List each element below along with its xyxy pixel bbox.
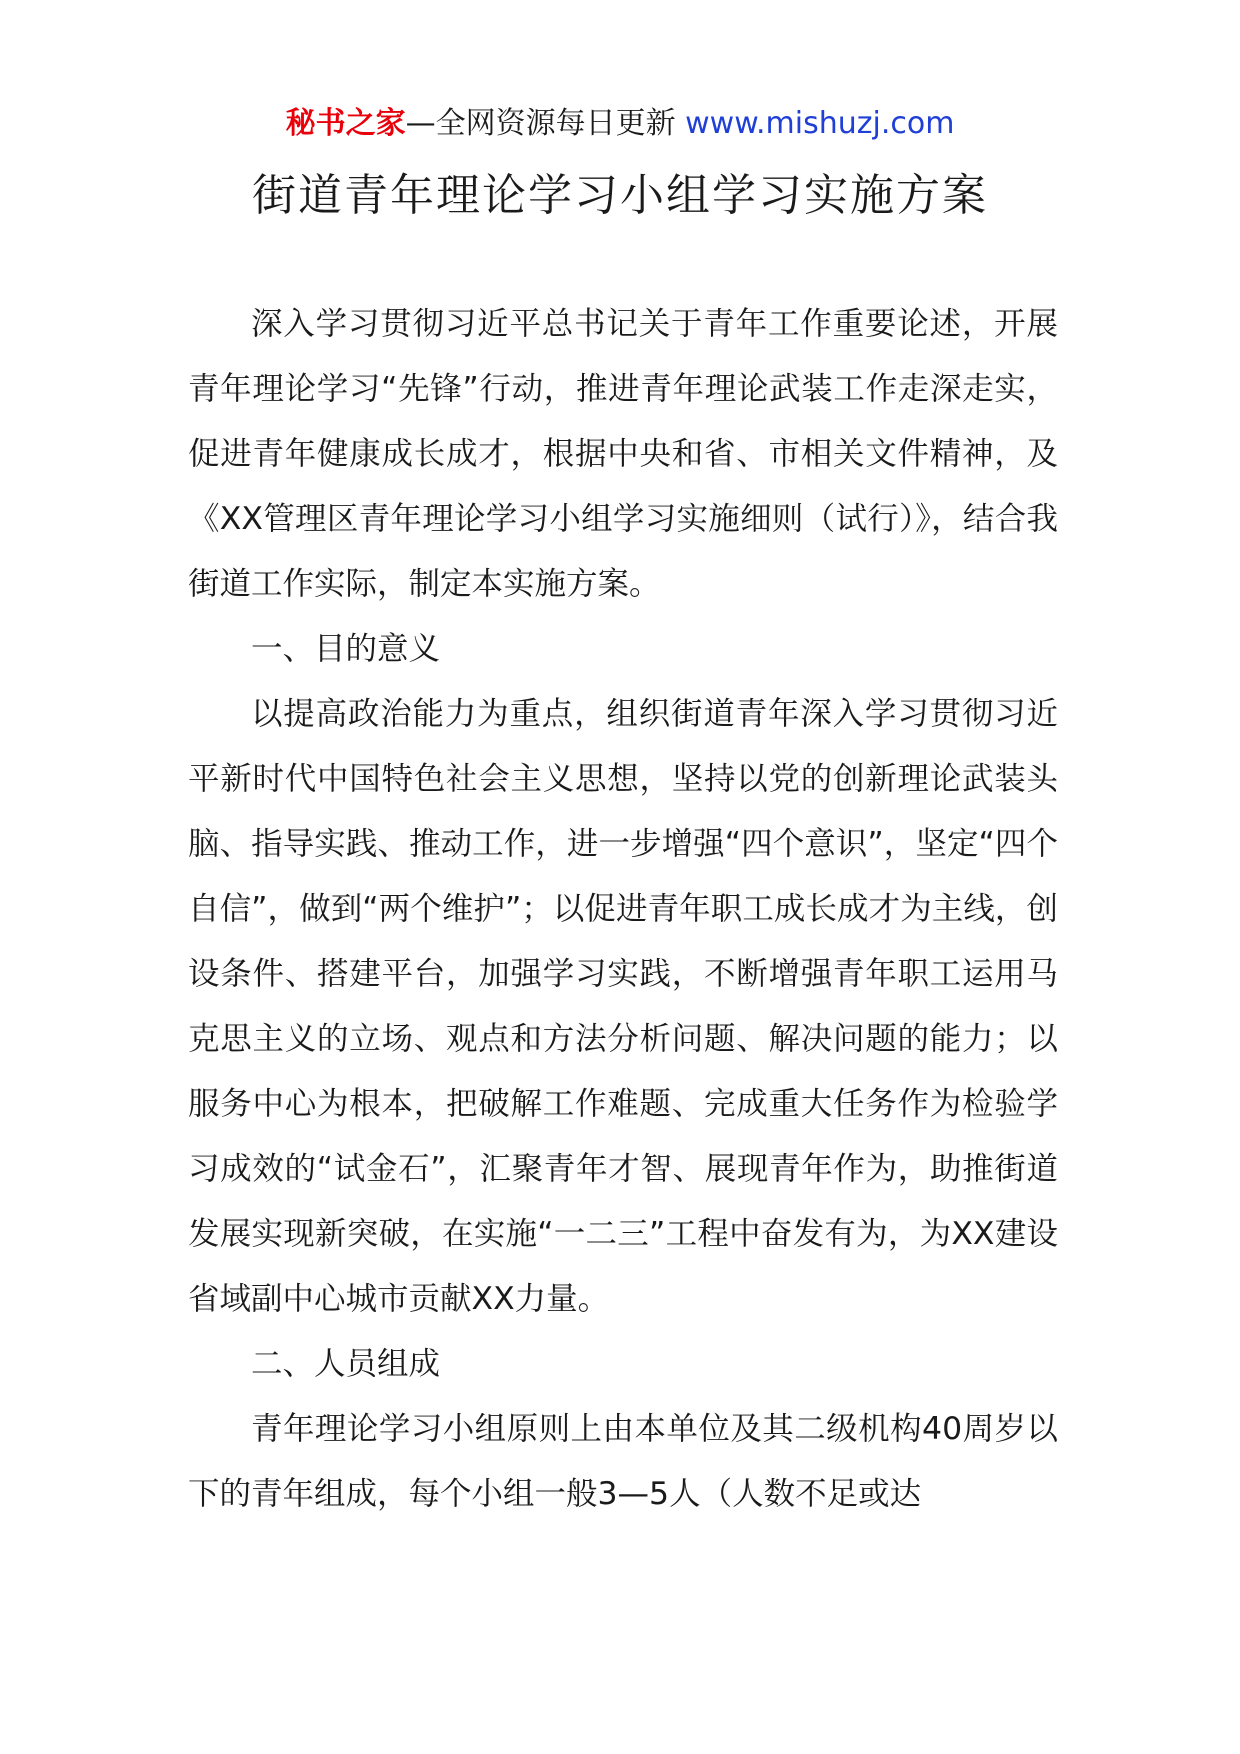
site-header [0,104,1240,144]
document-body [188,292,1058,1527]
paragraph-purpose: 以提高政治能力为重点，组织街道青年深入学习贯彻习近平新时代中国特色社会主义思想，坚持以党的创新理论武装头脑、指导实践、推动工作，进一步增强“四个意识”，坚定“四个自信”，做到“两个维护”；以促进青年职工成长成才为主线，创设条件、搭建平台，加强学习实践，不断增强青年职工运用马克思主义的立场、观点和方法分析问题、解决问题的能力；以服务中心为根本，把破解工作难题、完成重大任务作为检验学习成效的“试金石”，汇聚青年才智、展现青年作为，助推街道发展实现新突破，在实施“一二三”工程中奋发有为，为XX建设省域副中心城市贡献XX力量。 [188,696,1058,1317]
section-heading-purpose: 一、目的意义 [251,631,441,667]
site-url-link[interactable]: www.mishuzj.com [685,106,955,141]
paragraph-members: 青年理论学习小组原则上由本单位及其二级机构40周岁以下的青年组成，每个小组一般3—5人（人数不足或达 [188,1411,1058,1512]
site-tagline: —全网资源每日更新 [405,106,686,141]
paragraph-intro: 深入学习贯彻习近平总书记关于青年工作重要论述，开展青年理论学习“先锋”行动，推进青年理论武装工作走深走实，促进青年健康成长成才，根据中央和省、市相关文件精神，及《XX管理区青年理论学习小组学习实施细则（试行）》，结合我街道工作实际，制定本实施方案。 [188,306,1058,602]
site-brand: 秘书之家 [285,106,406,141]
section-heading-members: 二、人员组成 [251,1346,441,1382]
document-title: 街道青年理论学习小组学习实施方案 [252,170,988,221]
